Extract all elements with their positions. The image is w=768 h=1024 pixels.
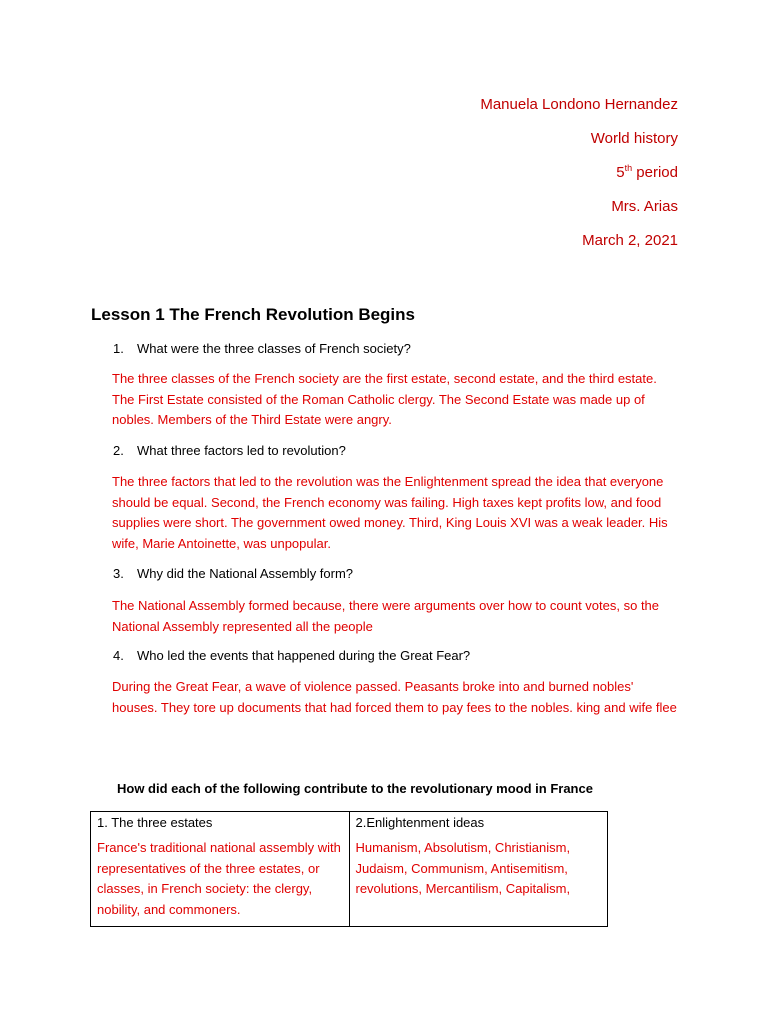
question-prompt: What were the three classes of French society? [137, 341, 411, 356]
answer-text: The three classes of the French society are the first estate, second estate, and the third estate. The First Estate consisted of the Roman Catholic clergy. The Second Estate was made up of nobles. Members of the Third Estate were angry. [112, 371, 657, 427]
answer-text: During the Great Fear, a wave of violence passed. Peasants broke into and burned nobles' houses. They tore up documents that had forced them to pay fees to the nobles. king and wife flee [112, 679, 677, 715]
assignment-date: March 2, 2021 [582, 232, 678, 249]
table-cell-enlightenment-ideas [349, 812, 608, 927]
table-cell-three-estates [91, 812, 350, 927]
class-subject: World history [590, 130, 678, 147]
lesson-title: Lesson 1 The French Revolution Begins [91, 305, 415, 324]
question-number: 3. [113, 566, 124, 581]
teacher-name: Mrs. Arias [611, 198, 678, 215]
answer-text: The National Assembly formed because, there were arguments over how to count votes, so the National Assembly represented all the people [112, 598, 660, 634]
student-header [480, 94, 678, 264]
question-prompt: Why did the National Assembly form? [137, 566, 354, 581]
answer-text: The three factors that led to the revolution was the Enlightenment spread the idea that everyone should be equal. Second, the French economy was failing. High taxes kept profits low, and food supplies were short. The government owed money. Third, King Louis XVI was a weak leader. His wife, Marie Antoinette, was unpopular. [112, 474, 668, 551]
question-prompt: What three factors led to revolution? [137, 443, 346, 458]
student-name: Manuela Londono Hernandez [480, 96, 678, 113]
cell-answer: France's traditional national assembly with representatives of the three estates, or classes, in French society: the clergy, nobility, and commoners. [97, 840, 341, 917]
class-period [480, 162, 678, 196]
question-number: 2. [113, 443, 124, 458]
table-heading: How did each of the following contribute to the revolutionary mood in France [117, 781, 593, 796]
period-number: 5 [616, 164, 625, 181]
column-header: 2.Enlightenment ideas [355, 815, 485, 830]
period-word: period [632, 164, 678, 181]
question-number: 4. [113, 648, 124, 663]
question-text [113, 648, 470, 663]
column-header: 1. The three estates [97, 815, 213, 830]
period-ordinal-suffix: th [624, 163, 633, 173]
question-text [113, 566, 353, 581]
question-number: 1. [113, 341, 124, 356]
cell-answer: Humanism, Absolutism, Christianism, Judaism, Communism, Antisemitism, revolutions, Mercantilism, Capitalism, [355, 840, 571, 896]
question-text [113, 443, 346, 458]
question-prompt: Who led the events that happened during the Great Fear? [137, 648, 471, 663]
table-row [91, 812, 608, 927]
revolutionary-mood-table [90, 811, 608, 927]
question-text [113, 341, 411, 356]
